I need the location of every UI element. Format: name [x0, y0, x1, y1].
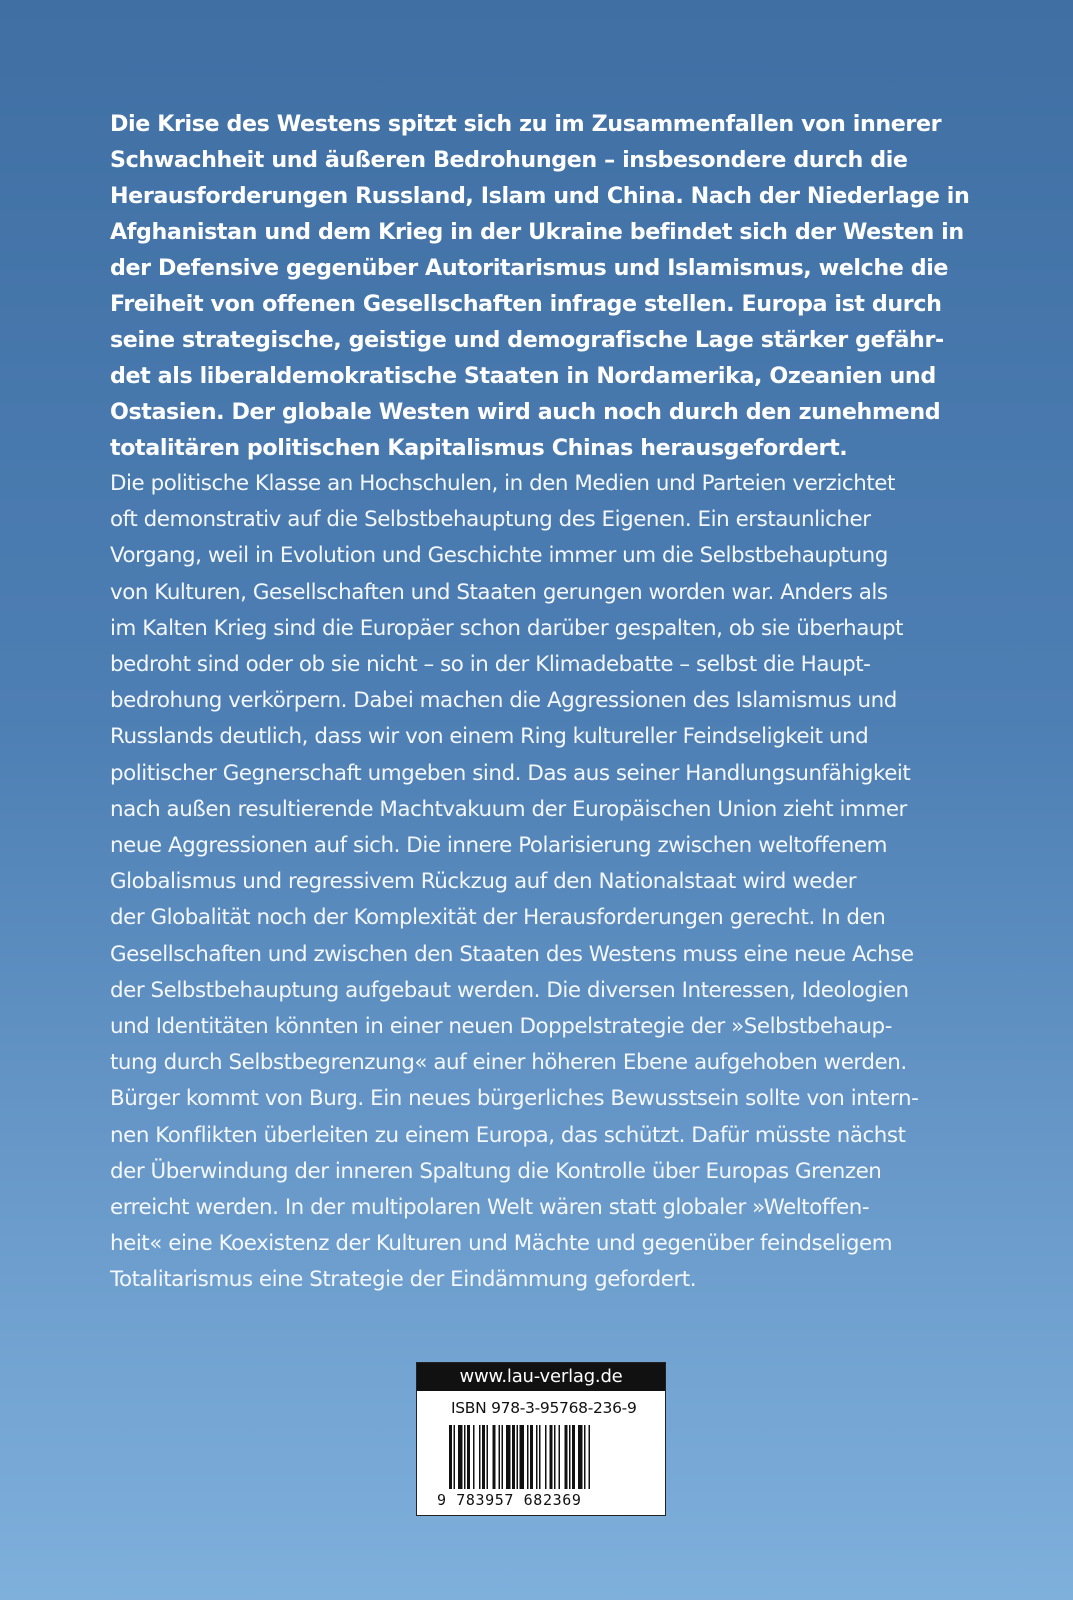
blurb-line: Russlands deutlich, dass wir von einem Ring kultureller Feindseligkeit und — [110, 724, 869, 750]
barcode-bar — [454, 1425, 456, 1489]
blurb-line: Totalitarismus eine Strategie der Eindämmung gefordert. — [110, 1267, 697, 1293]
blurb-line: der Globalität noch der Komplexität der Herausforderungen gerecht. In den — [110, 905, 886, 931]
blurb-bold-line: Die Krise des Westens spitzt sich zu im Zusammenfallen von innerer — [110, 111, 942, 137]
blurb-line: Bürger kommt von Burg. Ein neues bürgerliches Bewusstsein sollte von intern- — [110, 1086, 919, 1112]
blurb-bold-line: Ostasien. Der globale Westen wird auch noch durch den zunehmend — [110, 399, 941, 425]
blurb-line: der Selbstbehauptung aufgebaut werden. Die diversen Interessen, Ideologien — [110, 977, 909, 1003]
isbn-barcode-box — [416, 1362, 666, 1516]
blurb-line: bedroht sind oder ob sie nicht – so in der Klimadebatte – selbst die Haupt- — [110, 652, 871, 678]
blurb-line: Globalismus und regressivem Rückzug auf den Nationalstaat wird weder — [110, 869, 857, 895]
barcode-bar — [458, 1425, 463, 1489]
blurb-body-paragraph — [110, 466, 976, 1299]
blurb-line: Gesellschaften und zwischen den Staaten des Westens muss eine neue Achse — [110, 941, 914, 967]
blurb-line: der Überwindung der inneren Spaltung die Kontrolle über Europas Grenzen — [110, 1158, 882, 1184]
barcode-bar — [506, 1425, 511, 1489]
barcode-bar — [530, 1425, 533, 1489]
barcode-bar — [520, 1425, 525, 1489]
barcode-bar — [517, 1425, 519, 1489]
barcode-bar — [554, 1425, 556, 1489]
barcode-bar — [565, 1425, 568, 1489]
blurb-bold-paragraph — [110, 106, 976, 466]
isbn-number: ISBN 978-3-95768-236-9 — [451, 1399, 637, 1417]
blurb-line: Vorgang, weil in Evolution und Geschichte immer um die Selbstbehauptung — [110, 543, 888, 569]
blurb-bold-line: totalitären politischen Kapitalismus Chinas herausgefordert. — [110, 435, 848, 461]
blurb-line: neue Aggressionen auf sich. Die innere Polarisierung zwischen weltoffenem — [110, 833, 887, 859]
barcode-bar — [512, 1425, 515, 1489]
barcode-bar — [467, 1425, 470, 1489]
barcode-bar — [473, 1425, 475, 1489]
barcode-bar — [482, 1425, 485, 1489]
blurb-bold-line: der Defensive gegenüber Autoritarismus und Islamismus, welche die — [110, 255, 949, 281]
barcode-bar — [589, 1425, 591, 1489]
blurb-bold-line: Schwachheit und äußeren Bedrohungen – insbesondere durch die — [110, 147, 908, 173]
blurb-line: oft demonstrativ auf die Selbstbehauptung des Eigenen. Ein erstaunlicher — [110, 507, 871, 533]
barcode-bar — [487, 1425, 489, 1489]
back-cover-blurb — [110, 106, 976, 1299]
blurb-line: erreicht werden. In der multipolaren Welt wären statt globaler »Weltoffen- — [110, 1195, 870, 1221]
barcode-bar — [536, 1425, 538, 1489]
blurb-bold-line: Afghanistan und dem Krieg in der Ukraine befindet sich der Westen in — [110, 219, 964, 245]
blurb-line: nach außen resultierende Machtvakuum der Europäischen Union zieht immer — [110, 796, 907, 822]
blurb-bold-line: Freiheit von offenen Gesellschaften infrage stellen. Europa ist durch — [110, 291, 942, 317]
barcode-bar — [584, 1425, 586, 1489]
blurb-line: im Kalten Krieg sind die Europäer schon darüber gespalten, ob sie überhaupt — [110, 615, 904, 641]
blurb-bold-line: det als liberaldemokratische Staaten in Nordamerika, Ozeanien und — [110, 363, 936, 389]
blurb-line: politischer Gegnerschaft umgeben sind. Das aus seiner Handlungsunfähigkeit — [110, 760, 911, 786]
barcode-bar — [569, 1425, 571, 1489]
blurb-bold-line: Herausforderungen Russland, Islam und China. Nach der Niederlage in — [110, 183, 970, 209]
blurb-line: nen Konflikten überleiten zu einem Europa, das schützt. Dafür müsste nächst — [110, 1122, 906, 1148]
blurb-line: und Identitäten könnten in einer neuen Doppelstrategie der »Selbstbehaup- — [110, 1014, 892, 1040]
barcode-bar — [572, 1425, 575, 1489]
barcode-bar — [559, 1425, 561, 1489]
barcode-bar — [493, 1425, 496, 1489]
blurb-line: tung durch Selbstbegrenzung« auf einer höheren Ebene aufgehoben werden. — [110, 1050, 907, 1076]
barcode-bar — [545, 1425, 547, 1489]
barcode-bar — [539, 1425, 541, 1489]
barcode-bar — [499, 1425, 501, 1489]
barcode-bar — [449, 1425, 452, 1489]
blurb-line: heit« eine Koexistenz der Kulturen und Mächte und gegenüber feindseligem — [110, 1231, 893, 1257]
barcode-digits: 9 783957 682369 — [437, 1491, 582, 1509]
blurb-line: bedrohung verkörpern. Dabei machen die Aggressionen des Islamismus und — [110, 688, 897, 714]
barcode-bar — [464, 1425, 466, 1489]
barcode-bar — [527, 1425, 529, 1489]
blurb-line: Die politische Klasse an Hochschulen, in den Medien und Parteien verzichtet — [110, 471, 895, 496]
barcode-bar — [502, 1425, 504, 1489]
barcode-bar — [550, 1425, 553, 1489]
blurb-bold-line: seine strategische, geistige und demografische Lage stärker gefähr- — [110, 327, 944, 353]
barcode-bars — [449, 1425, 633, 1489]
barcode-bar — [578, 1425, 583, 1489]
publisher-url: www.lau-verlag.de — [417, 1363, 665, 1391]
barcode-bar — [479, 1425, 481, 1489]
blurb-line: von Kulturen, Gesellschaften und Staaten gerungen worden war. Anders als — [110, 579, 888, 605]
